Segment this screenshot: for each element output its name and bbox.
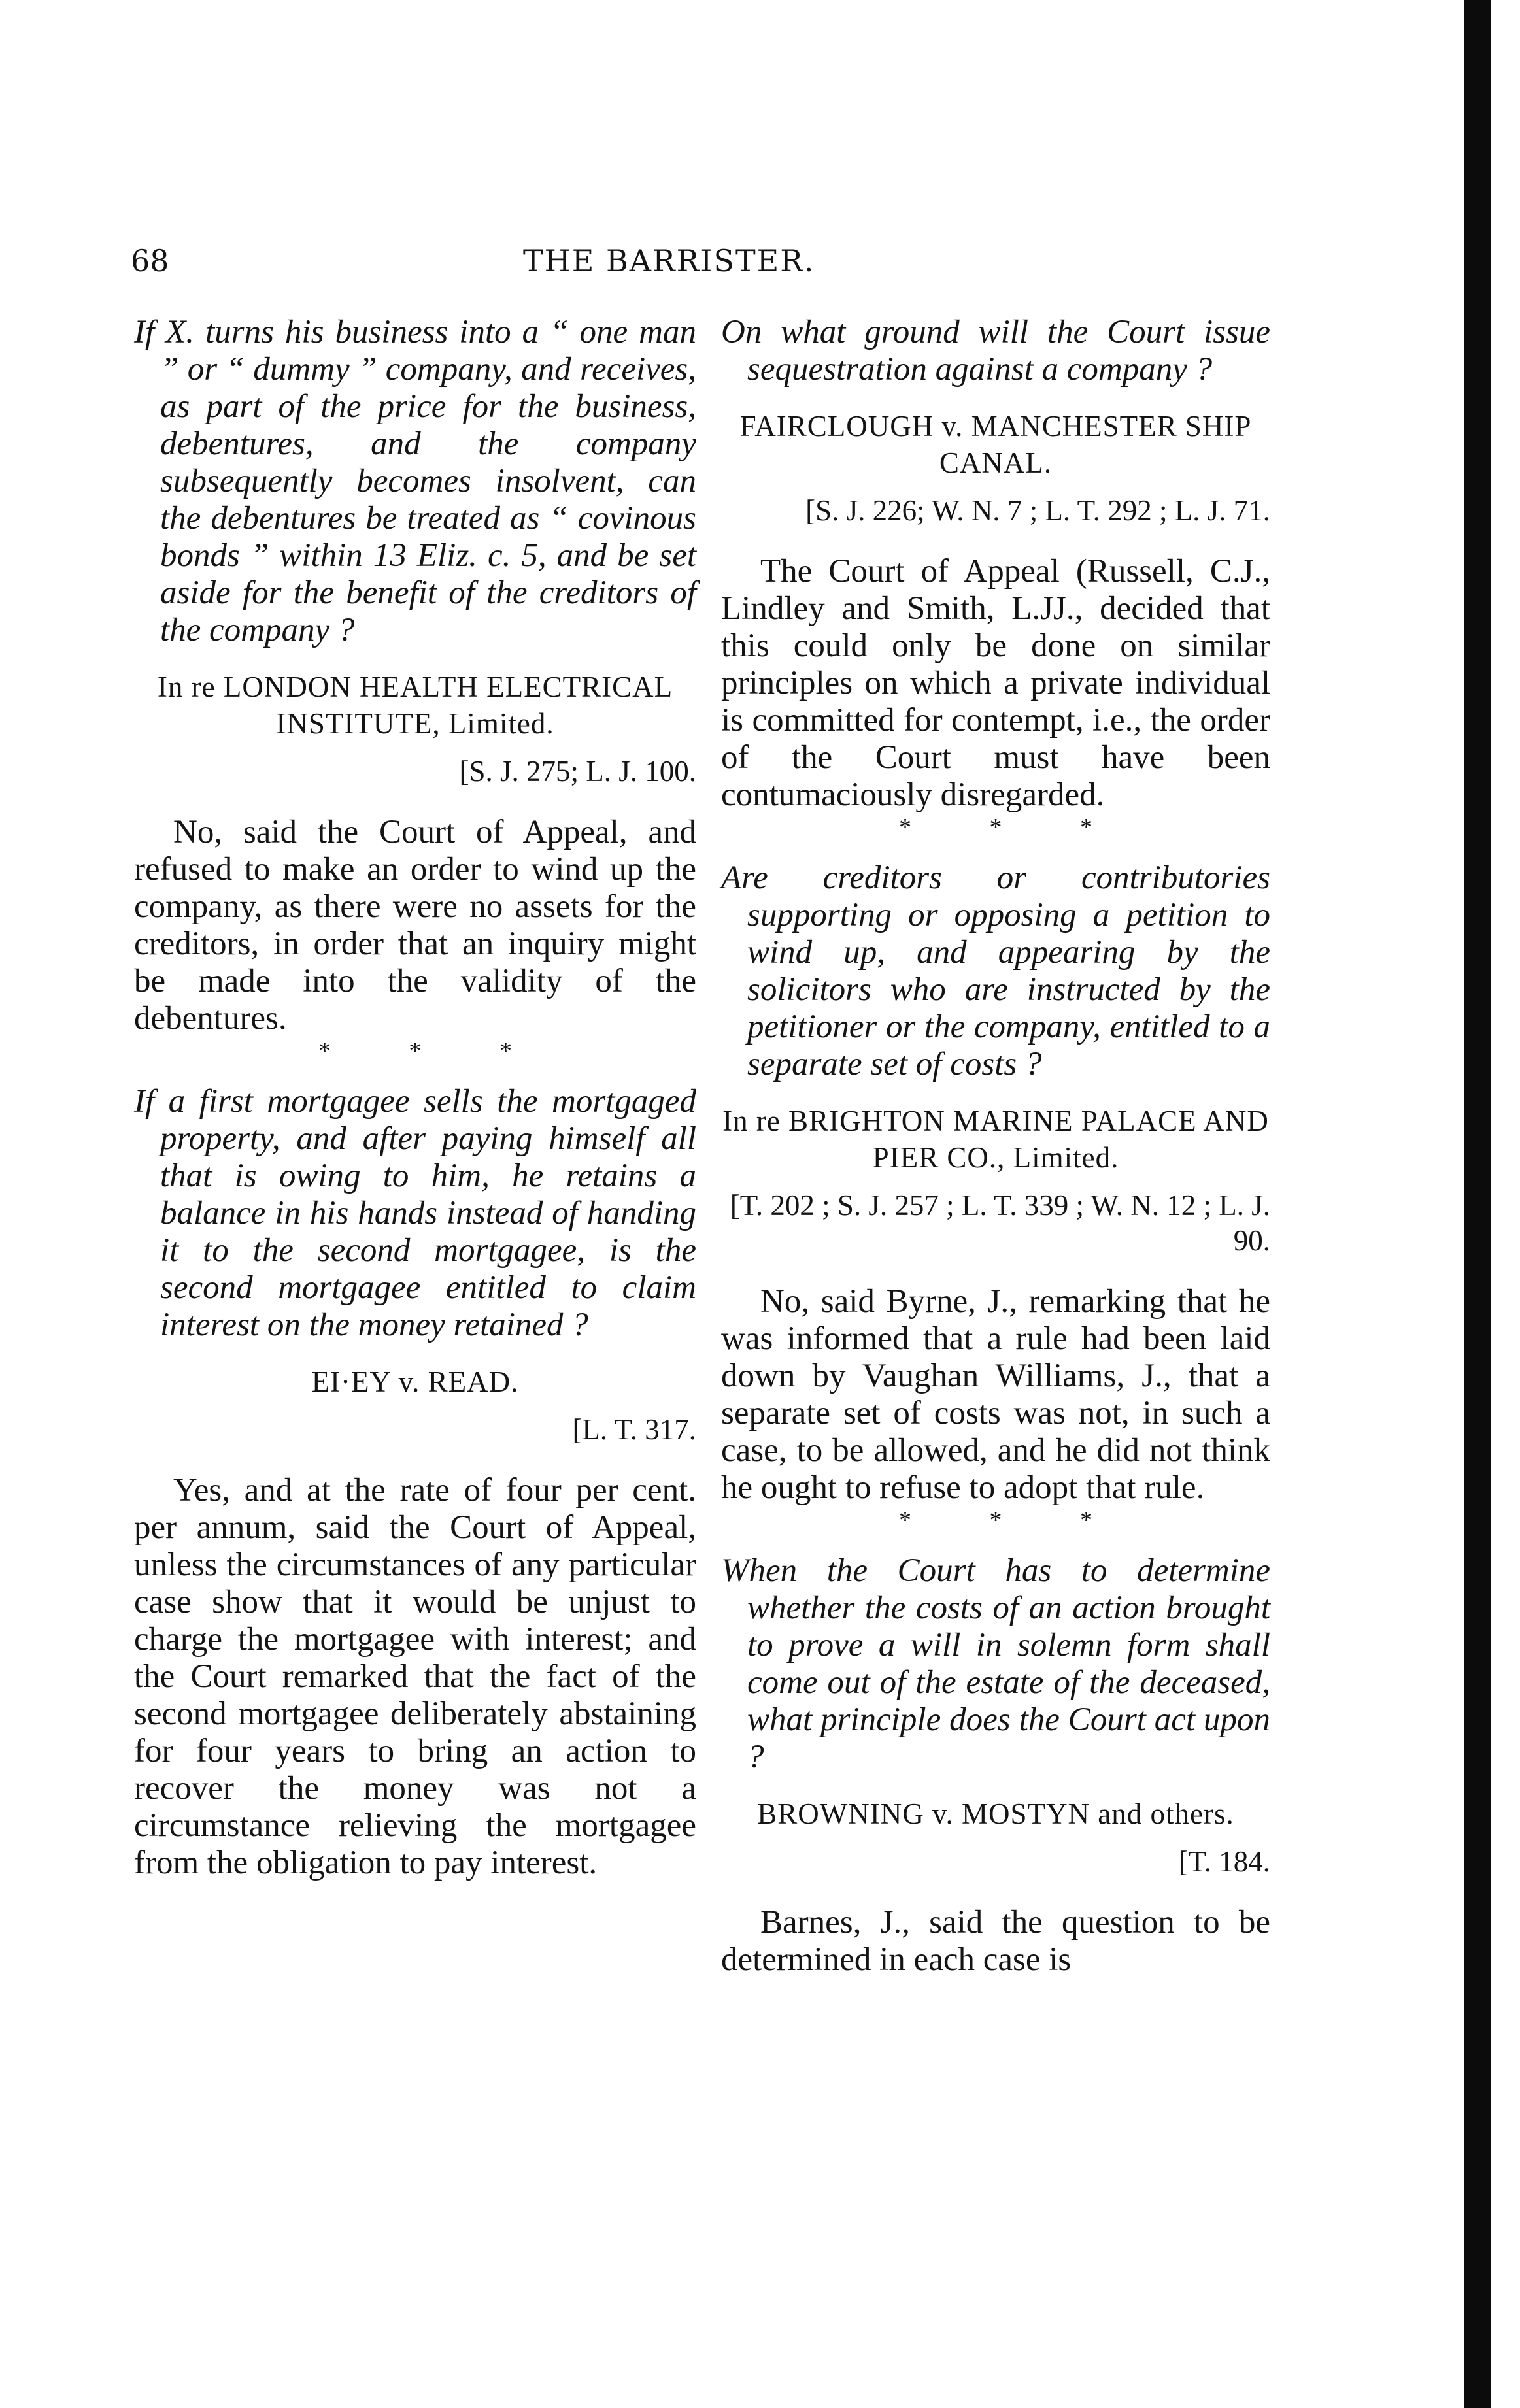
question-paragraph: If X. turns his business into a “ one man ” or “ dummy ” company, and receives, as part of the price for the business, debentures, and the company subsequently becomes insolvent, can the debentures be treated as “ covinous bonds ” within 13 Eliz. c. 5, and be set aside for the benefit of the creditors of the company ? [134, 314, 696, 648]
answer-paragraph: Barnes, J., said the question to be determined in each case is [721, 1904, 1270, 1978]
answer-paragraph: No, said the Court of Appeal, and refused to make an order to wind up the company, as there were no assets for the creditors, in order that an inquiry might be made into the validity of the debentures. [134, 814, 696, 1037]
case-name: FAIRCLOUGH v. MANCHESTER SHIP CANAL. [739, 410, 1252, 479]
case-citation: [S. J. 275; L. J. 100. [459, 755, 696, 788]
case-name: In re LONDON HEALTH ELECTRICAL INSTITUTE, Limited. [157, 671, 673, 740]
answer-paragraph: Yes, and at the rate of four per cent. per annum, said the Court of Appeal, unless the circumstances of any particular case show that it would be unjust to charge the mortgagee with interest; and the Court remarked that the fact of the second mortgagee deliberately abstaining for four years to bring an action to recover the money was not a circumstance relieving the mortgagee from the obligation to pay interest. [134, 1472, 696, 1881]
case-citation: [T. 202 ; S. J. 257 ; L. T. 339 ; W. N. 12 ; L. J. 90. [730, 1189, 1270, 1257]
question-paragraph: On what ground will the Court issue sequestration against a company ? [721, 314, 1270, 388]
section-separator: * * * [899, 1507, 1128, 1534]
case-citation: [T. 184. [1178, 1845, 1270, 1878]
page-number: 68 [131, 243, 169, 278]
case-citation: [L. T. 317. [572, 1413, 696, 1446]
page-header [131, 243, 1262, 289]
running-title: THE BARRISTER. [523, 243, 815, 278]
answer-paragraph: The Court of Appeal (Russell, C.J., Lindley and Smith, L.JJ., decided that this could only be done on similar principles on which a private individual is committed for contempt, i.e., the order of the Court must have been contumaciously disregarded. [721, 553, 1270, 813]
section-separator: * * * [318, 1037, 548, 1065]
scan-edge-bar [1464, 0, 1491, 2408]
question-paragraph: When the Court has to determine whether the costs of an action brought to prove a will in solemn form shall come out of the estate of the deceased, what principle does the Court act upon ? [721, 1552, 1270, 1775]
right-column [721, 314, 1270, 1979]
section-separator: * * * [899, 814, 1128, 841]
answer-paragraph: No, said Byrne, J., remarking that he was informed that a rule had been laid down by Vaughan Williams, J., that a separate set of costs was not, in such a case, to be allowed, and he did not think he ought to refuse to adopt that rule. [721, 1283, 1270, 1506]
case-citation: [S. J. 226; W. N. 7 ; L. T. 292 ; L. J. 71. [805, 494, 1270, 527]
case-name: BROWNING v. MOSTYN and others. [757, 1798, 1234, 1830]
question-paragraph: Are creditors or contributories supporting or opposing a petition to wind up, and appearing by the solicitors who are instructed by the petitioner or the company, entitled to a separate set of costs ? [721, 860, 1270, 1082]
question-paragraph: If a first mortgagee sells the mortgaged property, and after paying himself all that is owing to him, he retains a balance in his hands instead of handing it to the second mortgagee, is the second mortgagee entitled to claim interest on the money retained ? [134, 1083, 696, 1343]
left-column [134, 314, 696, 1882]
case-name: EI·EY v. READ. [311, 1365, 519, 1398]
case-name: In re BRIGHTON MARINE PALACE AND PIER CO., Limited. [722, 1105, 1269, 1174]
